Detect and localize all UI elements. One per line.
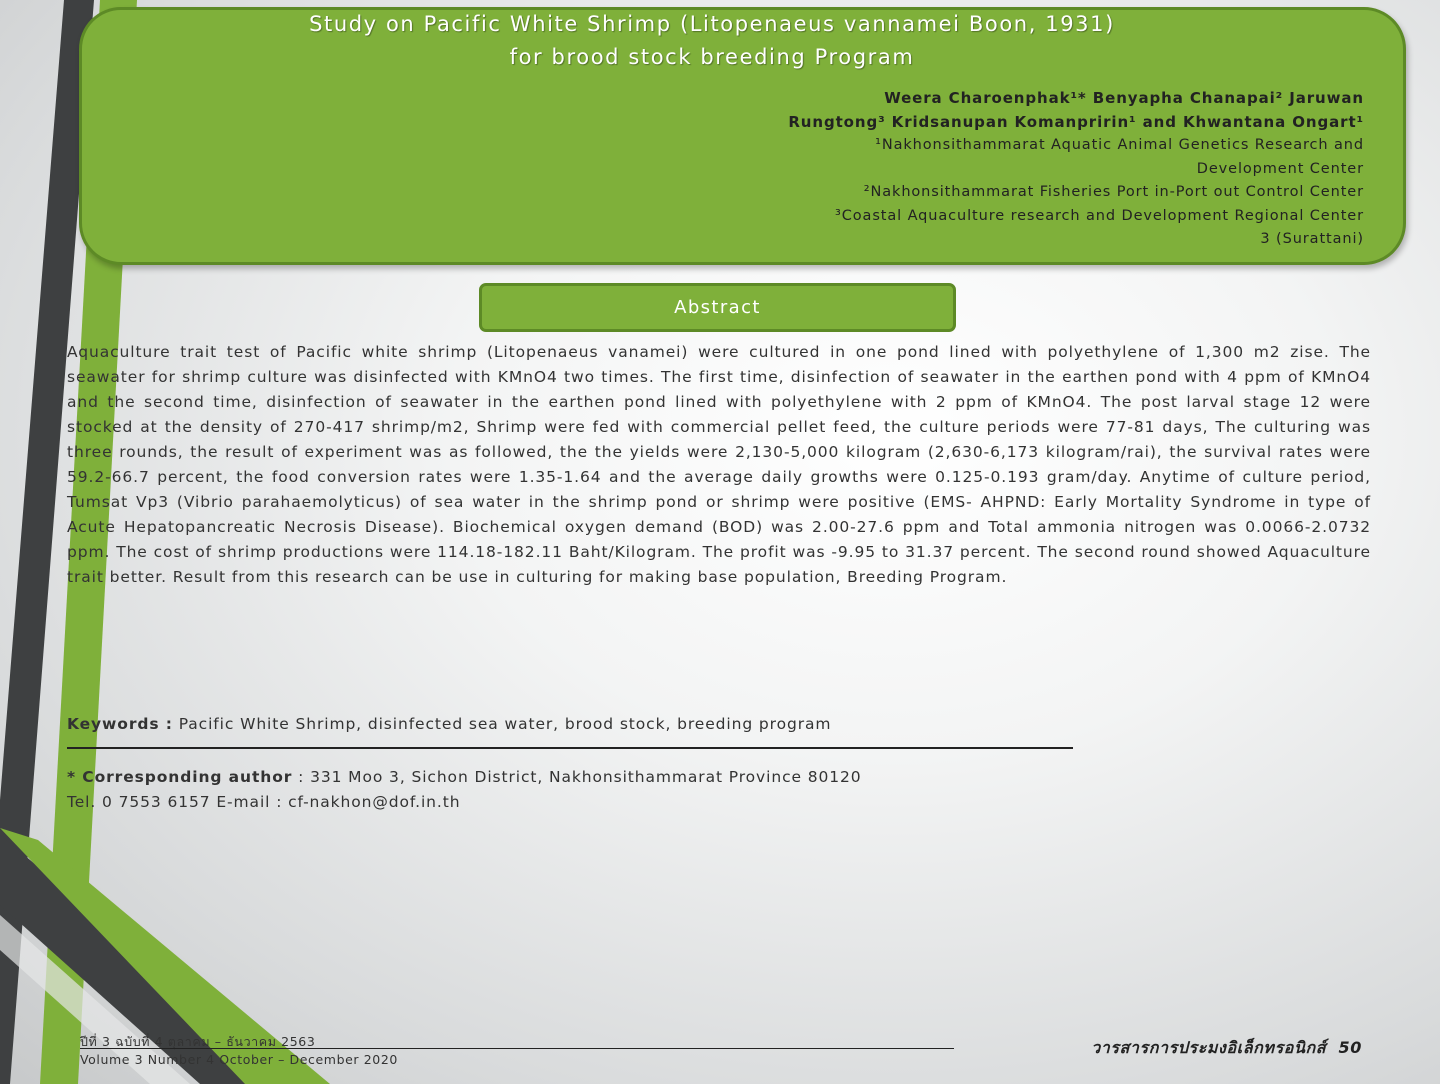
affiliation-1-line-2: Development Center <box>1196 160 1364 177</box>
keywords-divider <box>67 747 1073 749</box>
footer-journal <box>1091 1036 1362 1061</box>
footer-divider <box>80 1048 954 1049</box>
title-line-1: Study on Pacific White Shrimp (Litopenaeus vannamei Boon, 1931) <box>309 12 1115 36</box>
keywords-text: Pacific White Shrimp, disinfected sea water, brood stock, breeding program <box>172 715 832 733</box>
page-number: 50 <box>1338 1038 1362 1057</box>
authors-line-1: Weera Charoenphak¹* Benyapha Chanapai² Jaruwan <box>884 89 1364 107</box>
corresponding-contact: Tel. 0 7553 6157 E-mail : cf-nakhon@dof.in.th <box>67 793 461 811</box>
abstract-body: Aquaculture trait test of Pacific white shrimp (Litopenaeus vanamei) were cultured in one pond lined with polyethylene of 1,300 m2 zise. The seawater for shrimp culture was disinfected with KMnO4 two times. The first time, disinfection of seawater in the earthen pond with 4 ppm of KMnO4 and the second time, disinfection of seawater in the earthen pond lined with polyethylene with 2 ppm of KMnO4. The post larval stage 12 were stocked at the density of 270-417 shrimp/m2, Shrimp were fed with commercial pellet feed, the culture periods were 77-81 days, The culturing was three rounds, the result of experiment was as followed, the the yields were 2,130-5,000 kilogram (2,630-6,173 kilogram/rai), the survival rates were 59.2-66.7 percent, the food conversion rates were 1.35-1.64 and the average daily growths were 0.125-0.193 gram/day. Anytime of culture period, Tumsat Vp3 (Vibrio parahaemolyticus) of sea water in the shrimp pond or shrimp were positive (EMS- AHPND: Early Mortality Syndrome in type of Acute Hepatopancreatic Necrosis Disease). Biochemical oxygen demand (BOD) was 2.00-27.6 ppm and Total ammonia nitrogen was 0.0066-2.0732 ppm. The cost of shrimp productions were 114.18-182.11 Baht/Kilogram. The profit was -9.95 to 31.37 percent. The second round showed Aquaculture trait better. Result from this research can be use in culturing for making base population, Breeding Program. <box>67 343 1371 586</box>
affiliation-2: ²Nakhonsithammarat Fisheries Port in-Port out Control Center <box>863 184 1364 200</box>
paper-title <box>80 8 1344 74</box>
footer-journal-name: วารสารการประมงอิเล็กทรอนิกส์ <box>1091 1038 1327 1057</box>
footer-issue-info <box>80 1033 398 1069</box>
footer-issue-thai: ปีที่ 3 ฉบับที่ 4 ตุลาคม – ธันวาคม 2563 <box>80 1034 316 1049</box>
corresponding-address: : 331 Moo 3, Sichon District, Nakhonsithammarat Province 80120 <box>292 768 862 786</box>
affiliation-1-line-1: ¹Nakhonsithammarat Aquatic Animal Genetics Research and <box>875 137 1364 153</box>
correspondence-block <box>67 765 862 815</box>
authors-line-2: Rungtong³ Kridsanupan Komanpririn¹ and Khwantana Ongart¹ <box>788 112 1364 131</box>
footer-issue-english: Volume 3 Number 4 October – December 2020 <box>80 1052 398 1067</box>
title-line-2: for brood stock breeding Program <box>509 45 915 69</box>
affiliation-3-line-2: 3 (Surattani) <box>1260 231 1364 247</box>
abstract-heading: Abstract <box>479 283 956 332</box>
keywords-line <box>67 715 831 733</box>
keywords-label: Keywords : <box>67 715 173 733</box>
affiliation-3-line-1: ³Coastal Aquaculture research and Development Regional Center <box>835 207 1364 224</box>
author-block <box>788 87 1364 252</box>
corresponding-author-label: * Corresponding author <box>67 768 293 786</box>
